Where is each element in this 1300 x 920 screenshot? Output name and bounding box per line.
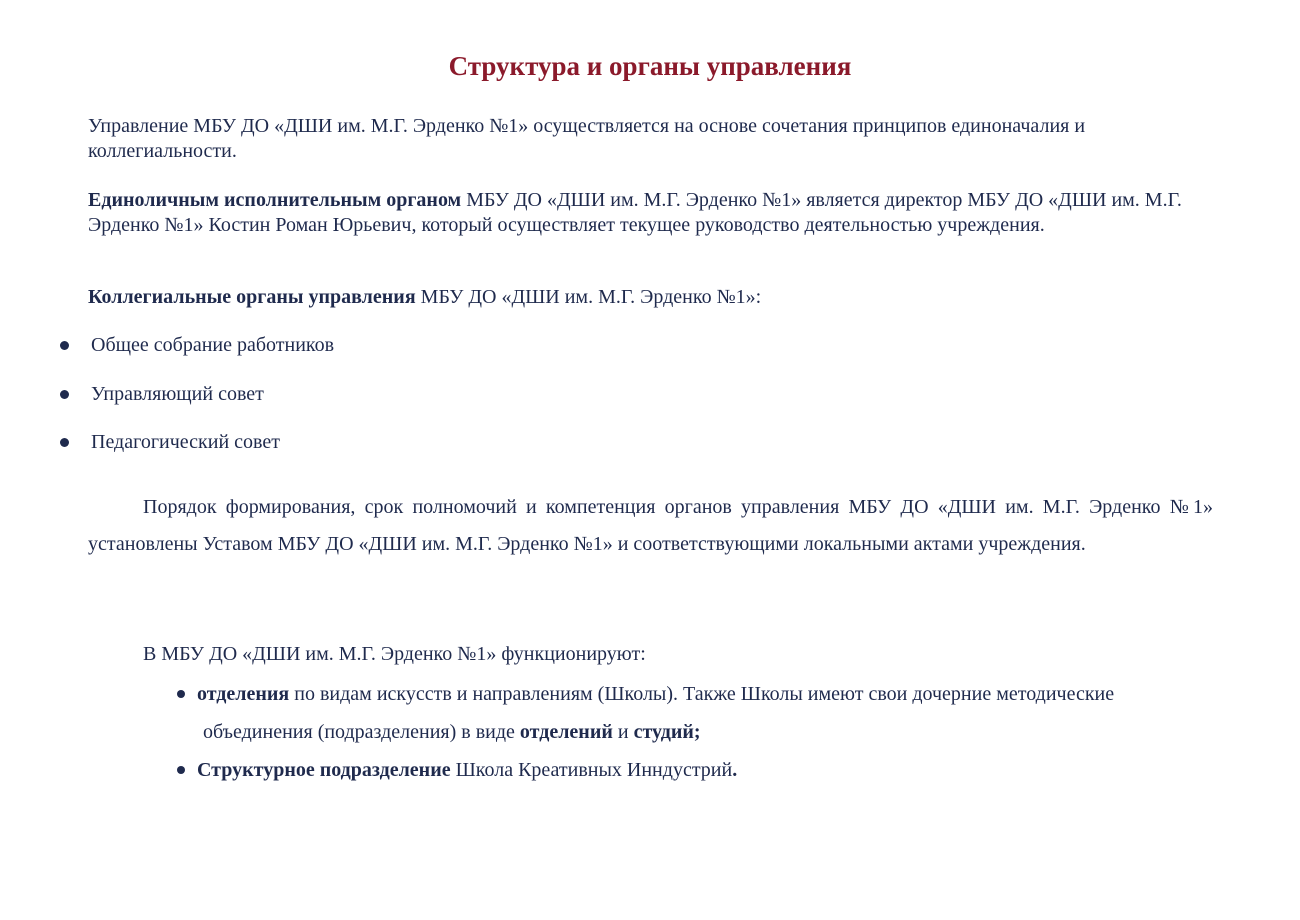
bullet-icon bbox=[177, 766, 185, 774]
departments-bold-3: студий; bbox=[633, 721, 701, 743]
departments-bold-label: отделения bbox=[197, 683, 290, 705]
director-paragraph bbox=[88, 188, 1213, 238]
list-item bbox=[175, 751, 1213, 789]
collegial-text: МБУ ДО «ДШИ им. М.Г. Эрденко №1»: bbox=[415, 286, 762, 308]
list-item bbox=[58, 382, 334, 431]
formation-text: Порядок формирования, срок полномочий и компетенция органов управления МБУ ДО «ДШИ им. М.Г. Эрденко №1» установлены Уставом МБУ ДО «ДШИ им. М.Г. Эрденко №1» и соответствующими локальными актами учреждения. bbox=[88, 496, 1213, 555]
functioning-heading bbox=[143, 642, 646, 667]
list-item bbox=[58, 430, 334, 479]
list-item-label: Педагогический совет bbox=[91, 431, 280, 453]
bullet-icon bbox=[60, 438, 69, 447]
director-text: МБУ ДО «ДШИ им. М.Г. Эрденко №1» является директор МБУ ДО «ДШИ им. М.Г. Эрденко №1» Костин Роман Юрьевич, который осуществляет текущее руководство деятельностью учреждения. bbox=[88, 189, 1182, 236]
intro-text: Управление МБУ ДО «ДШИ им. М.Г. Эрденко №1» осуществляется на основе сочетания принципов единоначалия и коллегиальности. bbox=[88, 115, 1086, 162]
list-item-label: Управляющий совет bbox=[91, 382, 264, 405]
structural-unit-bold-label: Структурное подразделение bbox=[197, 759, 451, 781]
bullet-icon bbox=[60, 390, 69, 399]
collegial-heading bbox=[88, 285, 1213, 310]
collegial-bodies-list bbox=[58, 333, 334, 479]
list-item bbox=[58, 333, 334, 382]
director-bold-label: Единоличным исполнительным органом bbox=[88, 189, 462, 211]
bullet-icon bbox=[177, 690, 185, 698]
list-item bbox=[175, 675, 1213, 751]
structural-unit-end: . bbox=[732, 759, 738, 781]
units-list bbox=[175, 675, 1213, 789]
bullet-icon bbox=[60, 341, 69, 350]
departments-text: по видам искусств и направлениям (Школы). Также Школы имеют свои дочерние методические bbox=[289, 683, 1115, 705]
page-title: Структура и органы управления bbox=[448, 51, 852, 81]
structural-unit-text: Школа Креативных Инндустрий bbox=[450, 759, 733, 781]
intro-paragraph bbox=[88, 114, 1213, 164]
departments-line2 bbox=[197, 713, 1213, 751]
formation-paragraph bbox=[88, 489, 1213, 563]
functioning-text: В МБУ ДО «ДШИ им. М.Г. Эрденко №1» функционируют: bbox=[143, 643, 646, 665]
departments-bold-2: отделений bbox=[519, 721, 613, 743]
departments-and: и bbox=[612, 721, 634, 743]
collegial-bold-label: Коллегиальные органы управления bbox=[88, 286, 416, 308]
departments-line2-text: объединения (подразделения) в виде bbox=[203, 721, 520, 743]
list-item-label: Общее собрание работников bbox=[91, 334, 335, 356]
